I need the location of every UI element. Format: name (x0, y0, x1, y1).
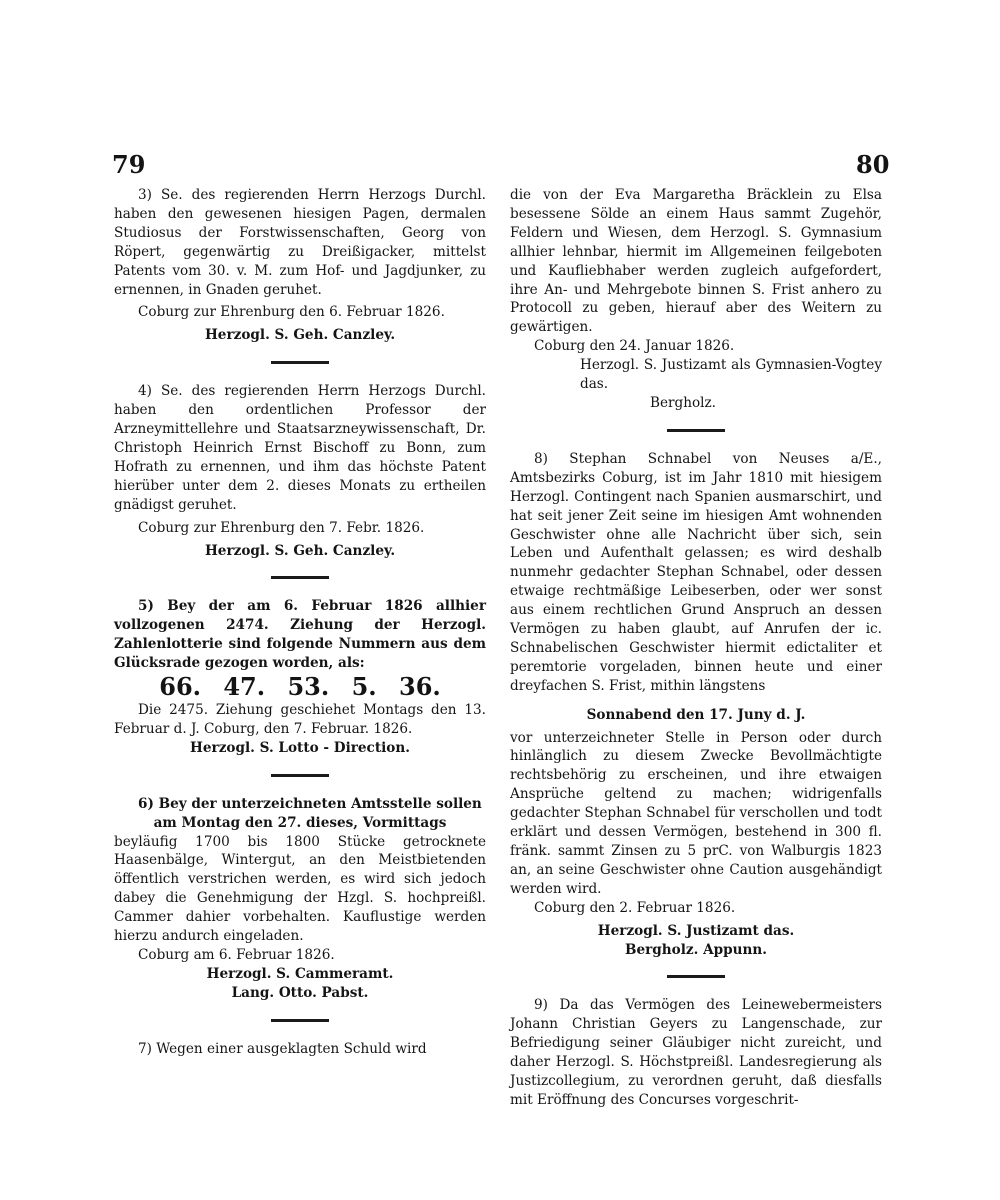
page-number-left: 79 (112, 150, 146, 179)
notice-6-place: Coburg am 6. Februar 1826. (138, 947, 335, 963)
notice-7-text: 7) Wegen einer ausgeklagten Schuld wird (138, 1040, 427, 1057)
notice-8-signatories: Bergholz. Appunn. (624, 941, 768, 958)
separator-rule (667, 429, 725, 432)
notice-7-continuation: die von der Eva Margaretha Bräcklein zu Elsa besessene Sölde an einem Haus sammt Zugehör, Feldern und Wiesen, dem Herzogl. S. Gymnasium allhier lehnbar, hiermit im Allgemeinen feilgeboten und Kaufliebhaber werden zugleich aufgefordert, ihre An- und Mehrgebote binnen S. Frist anhero zu Protocoll zu geben, hierauf aber des Weitern zu gewärtigen. (510, 187, 882, 336)
notice-6-heading: 6) Bey der unterzeichneten Amtsstelle sollen (138, 795, 482, 812)
notice-4-text: 4) Se. des regierenden Herrn Herzogs Durchl. haben den ordentlichen Professor der Arzneymittellehre und Staatsarzneywissenschaft, Dr. Christoph Heinrich Ernst Bischoff zu Bonn, zum Hofrath zu ernennen, und ihm das höchste Patent hierüber unter dem 2. dieses Monats zu ertheilen gnädigst geruhet. (114, 383, 486, 513)
notice-6-signature: Herzogl. S. Cammeramt. (206, 965, 394, 982)
separator-rule (271, 576, 329, 579)
notice-7-signatory: Bergholz. (650, 394, 717, 411)
notice-6-subheading: am Montag den 27. dieses, Vormittags (153, 814, 447, 831)
notice-5-signature: Herzogl. S. Lotto - Direction. (190, 739, 410, 756)
notice-3-place: Coburg zur Ehrenburg den 6. Februar 1826. (138, 304, 445, 321)
separator-rule (271, 361, 329, 364)
right-column (510, 186, 882, 1110)
separator-rule (271, 1019, 329, 1022)
notice-7-place: Coburg den 24. Januar 1826. (534, 338, 735, 355)
notice-8-date: Sonnabend den 17. Juny d. J. (586, 706, 806, 723)
notice-8-text-continued: vor unterzeichneter Stelle in Person oder durch hinlänglich zu diesem Zwecke Bevollmächtigte rechtsbehörig zu erscheinen, und ihre etwaigen Ansprüche geltend zu machen; widrigenfalls gedachter Stephan Schnabel für verschollen und todt erklärt und dessen Vermögen, bestehend in 300 fl. fränk. sammt Zinsen zu 5 prC. von Walburgis 1823 an, an seine Geschwister ohne Caution ausgehändigt werden wird. (510, 729, 882, 897)
notice-8-text: 8) Stephan Schnabel von Neuses a/E., Amtsbezirks Coburg, ist im Jahr 1810 mit hiesigem Herzogl. Contingent nach Spanien ausmarschirt, und hat seit jener Zeit seine im hiesigen Amt wohnenden Geschwister ohne alle Nachricht über sich, sein Leben und Aufenthalt gelassen; es wird deshalb nunmehr gedachter Stephan Schnabel, oder dessen etwaige rechtmäßige Leibeserben, oder wer sonst aus einem rechtlichen Grund Anspruch an dessen Vermögen zu haben glaubt, auf Anrufen der ic. Schnabelischen Geschwister hiermit edictaliter et peremtorie vorgeladen, binnen heute und einer dreyfachen S. Frist, mithin längstens (510, 450, 882, 694)
page-number-right: 80 (856, 150, 890, 179)
notice-5-text: 5) Bey der am 6. Februar 1826 allhier vollzogenen 2474. Ziehung der Herzogl. Zahlenlotterie sind folgende Nummern aus dem Glücksrade gezogen worden, als: (114, 598, 486, 672)
lottery-numbers: 66. 47. 53. 5. 36. (159, 672, 441, 702)
notice-8-signature: Herzogl. S. Justizamt das. (597, 922, 795, 939)
notice-5-next-drawing: Die 2475. Ziehung geschiehet Montags den 13. Februar d. J. Coburg, den 7. Februar. 1826. (114, 702, 486, 737)
notice-6-text: beyläufig 1700 bis 1800 Stücke getrocknete Haasenbälge, Wintergut, an den Meistbietenden öffentlich verstrichen werden, es wird sich jedoch dabey die Genehmigung der Hzgl. S. hochpreißl. Cammer dahier vorbehalten. Kauflustige werden hierzu andurch eingeladen. (114, 833, 486, 945)
notice-4-place: Coburg zur Ehrenburg den 7. Febr. 1826. (138, 519, 425, 536)
left-column (114, 186, 486, 1059)
separator-rule (271, 774, 329, 777)
notice-8-place: Coburg den 2. Februar 1826. (534, 899, 736, 916)
notice-6-signatories: Lang. Otto. Pabst. (231, 984, 369, 1001)
separator-rule (667, 975, 725, 978)
notice-7-signature: Herzogl. S. Justizamt als Gymnasien-Vogtey das. (580, 357, 882, 393)
notice-3-text: 3) Se. des regierenden Herrn Herzogs Durchl. haben den gewesenen hiesigen Pagen, dermalen Studiosus der Forstwissenschaften, Georg von Röpert, gegenwärtig zu Dreißigacker, mittelst Patents vom 30. v. M. zum Hof- und Jagdjunker, zu ernennen, in Gnaden geruhet. (114, 187, 486, 298)
notice-9-text: 9) Da das Vermögen des Leinewebermeisters Johann Christian Geyers zu Langenschade, zur Befriedigung seiner Gläubiger nicht zureicht, und daher Herzogl. S. Höchstpreißl. Landesregierung als Justizcollegium, zu verordnen geruht, daß diesfalls mit Eröffnung des Concurses vorgeschrit- (510, 997, 882, 1108)
notice-3-signature: Herzogl. S. Geh. Canzley. (204, 327, 396, 344)
notice-4-signature: Herzogl. S. Geh. Canzley. (204, 542, 396, 559)
